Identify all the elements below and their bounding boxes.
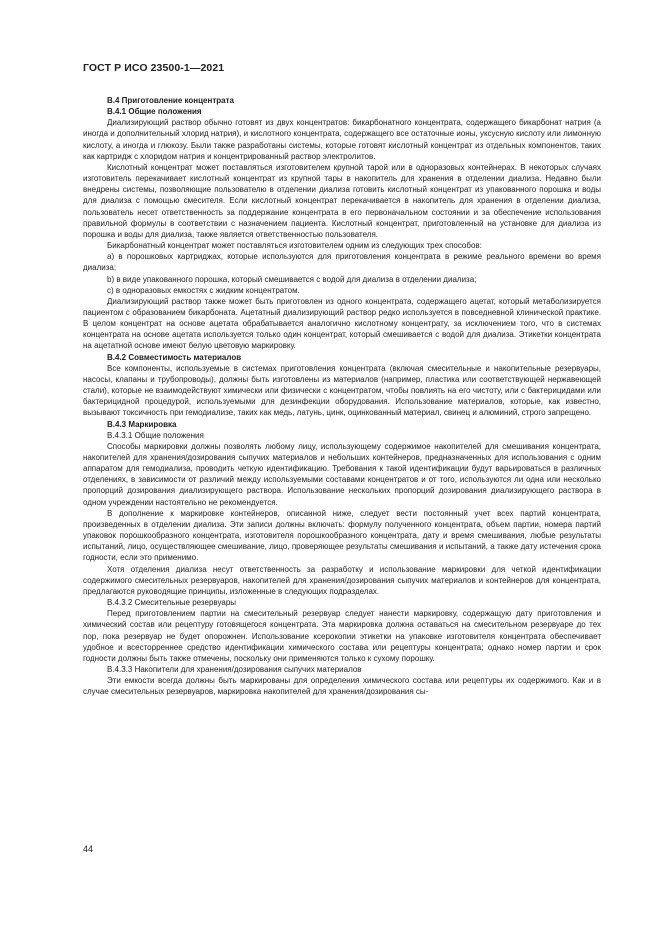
paragraph: Эти емкости всегда должны быть маркированы для определения химического состава или рецептуры их содержимого. Как и в случае смесительных резервуаров, маркировка накопителей для хранения/дозирования сы-	[83, 676, 601, 697]
paragraph: Перед приготовлением партии на смесительный резервуар следует нанести маркировку, содержащую дату приготовления и химический состав или рецептуру готовящегося концентрата. Эта маркировка должна оставаться на смесительном резервуаре до тех пор, пока резервуар не будет опорожнен. Использование ксерокопии этикетки на упаковке изготовителя концентрата обеспечивает удобное и всесторреннее средство идентификации химического состава или рецептуры концентрата; однако номер партии и срок годности должны быть также отмечены, поскольку они применяются только к сухому порошку.	[83, 609, 601, 663]
paragraph: Все компоненты, используемые в системах приготовления концентрата (включая смесительные и накопительные резервуары, насосы, клапаны и трубопроводы), должны быть изготовлены из материалов (например, пластика или соответствующей нержавеющей стали), которые не взаимодействуют химически или физически с концентратом, чтобы повлиять на его чистоту, или с бактерицидами или бактерицидной процедурой, используемыми для дезинфекции оборудования. Использование материалов, которые, как известно, вызывают токсичность при гемодиализе, таких как медь, латунь, цинк, оцинкованный материал, свинец и алюминий, строго запрещено.	[83, 363, 601, 418]
page-number: 44	[83, 844, 94, 854]
document-body	[83, 95, 601, 697]
paragraph: Диализирующий раствор обычно готовят из двух концентратов: бикарбонатного концентрата, содержащего бикарбонат натрия (а иногда и дополнительный хлорид натрия), и кислотного концентрата, содержащего все остаточные ионы, уксусную кислоту или лимонную кислоту, а иногда и глюкозу. Были также разработаны системы, которые готовят кислотный концентрат из отдельных компонентов, таких как картридж с хлоридом натрия и концентрированный раствор электролитов.	[83, 118, 601, 161]
list-item: а) в порошковых картриджах, которые используются для приготовления концентрата в режиме реального времени во время диализа;	[83, 252, 601, 273]
paragraph: Диализирующий раствор также может быть приготовлен из одного концентрата, содержащего ацетат, который метаболизируется пациентом с образованием бикарбоната. Ацетатный диализирующий раствор редко используется в повседневной клинической практике. В целом концентрат на основе ацетата обрабатывается аналогично кислотному концентрату, за исключением того, что в системах концентрата на основе ацетата используется только один концентрат, который смешивается с водой для диализа. Этикетки концентрата на ацетатной основе имеют белую цветовую маркировку.	[83, 296, 601, 351]
subsection-heading: B.4.3.1 Общие положения	[107, 430, 204, 440]
paragraph: Кислотный концентрат может поставляться изготовителем крупной тарой или в одноразовых контейнерах. В некоторых случаях изготовитель перекачивает кислотный концентрат из крупной тары в накопитель для хранения в отделении диализа. Недавно были внедрены системы, позволяющие пользователю в отделении диализа готовить кислотный концентрат из упакованного порошка и воды для диализа с помощью смесителя. Если кислотный концентрат перекачивается в накопитель для хранения в отделении диализа, пользователь несет ответственность за поддержание концентрата в его первоначальном состоянии и за обеспечение использования правильной формулы в соответствии с назначением пациента. Кислотный концентрат, приготовленный на установке для диализа из порошка и воды для диализа, также является ответственностью пользователя.	[83, 162, 601, 239]
list-item: b) в виде упакованного порошка, который смешивается с водой для диализа в отделении диализа;	[107, 274, 477, 284]
subsection-heading: B.4.3.3 Накопители для хранения/дозирования сыпучих материалов	[107, 664, 362, 674]
document-header: ГОСТ Р ИСО 23500-1—2021	[83, 62, 225, 74]
paragraph: Хотя отделения диализа несут ответственность за разработку и использование маркировки для четкой идентификации содержимого смесительных резервуаров, накопителей для хранения/дозирования сыпучих материалов и контейнеров для концентрата, предлагаются руководящие принципы, изложенные в следующих подразделах.	[83, 564, 601, 596]
list-item: с) в одноразовых емкостях с жидким концентратом.	[107, 285, 300, 295]
paragraph: Бикарбонатный концентрат может поставляться изготовителем одним из следующих трех способов:	[107, 241, 482, 251]
section-heading: B.4.1 Общие положения	[107, 107, 202, 117]
section-heading: B.4 Приготовление концентрата	[107, 96, 234, 105]
section-heading: B.4.3 Маркировка	[107, 419, 177, 429]
subsection-heading: B.4.3.2 Смесительные резервуары	[107, 598, 237, 608]
section-heading: B.4.2 Совместимость материалов	[107, 352, 242, 362]
paragraph: Способы маркировки должны позволять любому лицу, использующему содержимое накопителей для смешивания концентрата, накопителей для хранения/дозирования сыпучих материалов и небольших контейнеров, предназначенных для использования с одним аппаратом для гемодиализа, проводить четкую идентификацию. Требования к такой идентификации будут варьироваться в различных отделениях, в зависимости от различий между используемыми составами концентратов и от того, используются ли одна или несколько пропорций дозирования диализирующего раствора. Использование нескольких пропорций дозирования диализирующего раствора в одном учреждении настоятельно не рекомендуется.	[83, 441, 601, 507]
paragraph: В дополнение к маркировке контейнеров, описанной ниже, следует вести постоянный учет всех партий концентрата, произведенных в отделении диализа. Эти записи должны включать: формулу полученного концентрата, объем партии, номера партий упаковок порошкообразного концентрата, изготовителя порошкообразного концентрата, дату и время смешивания, любые результаты испытаний, лицо, осуществляющее смешивание, лицо, проверяющее результаты смешивания и испытаний, а также дату истечения срока годности, если это применимо.	[83, 508, 601, 563]
